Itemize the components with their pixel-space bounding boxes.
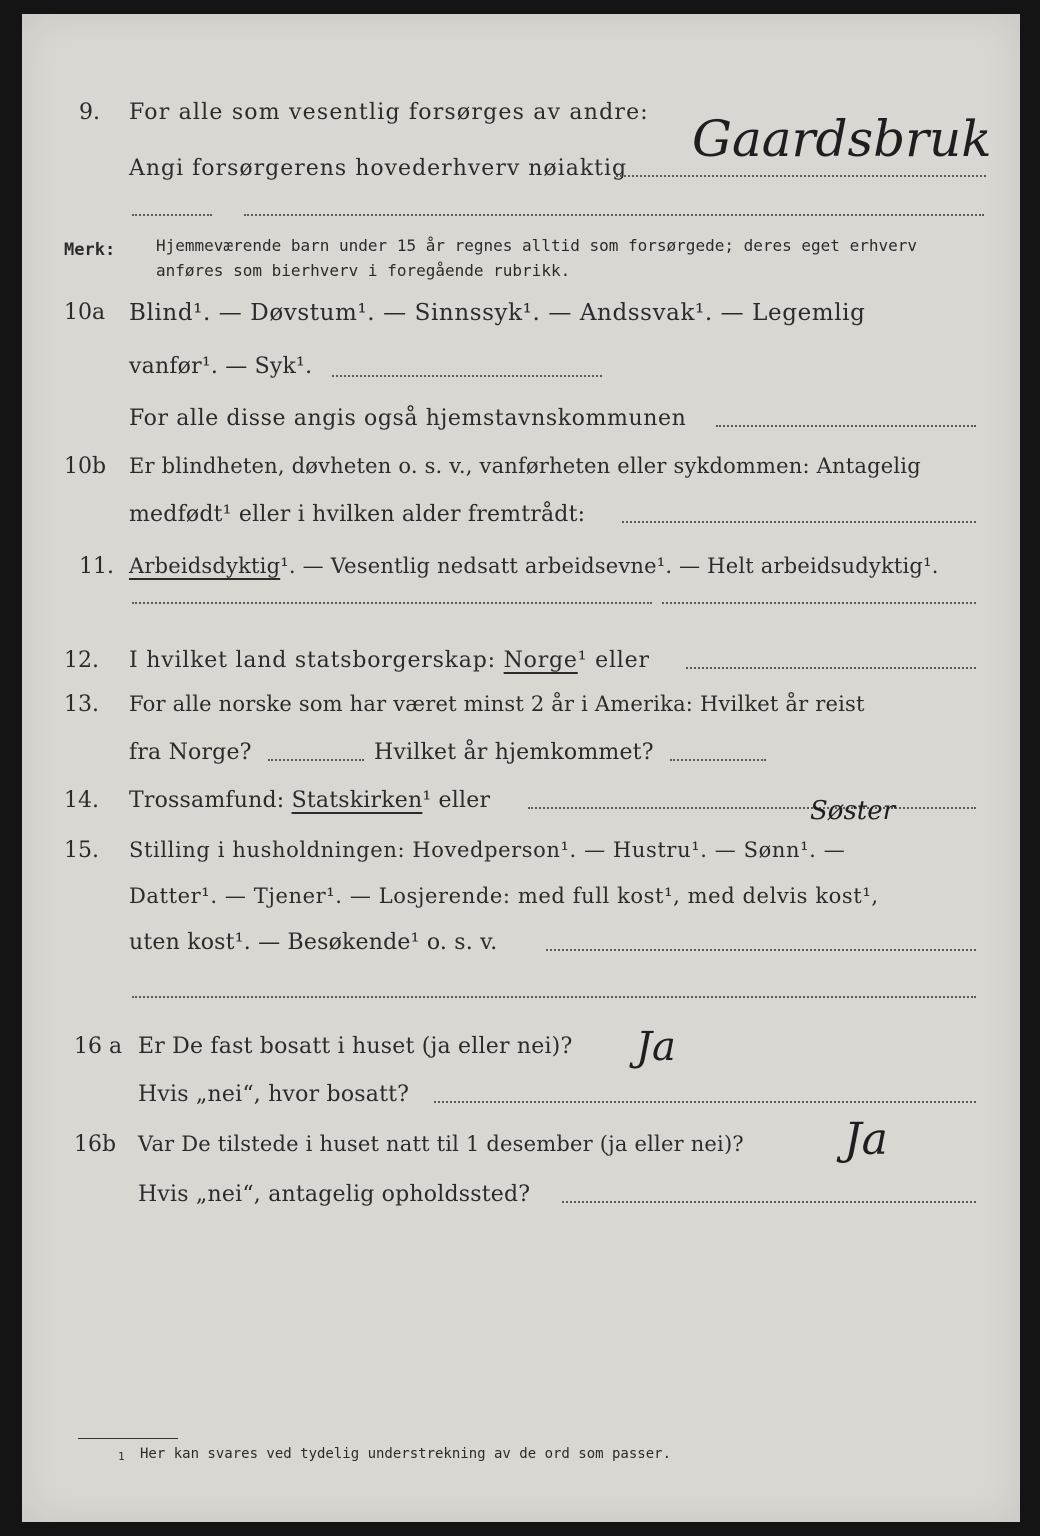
q9-extra-line-b [244, 214, 984, 216]
footnote-text: Her kan svares ved tydelig understrekning av de ord som passer. [140, 1446, 672, 1462]
q10a-line1: Blind¹. — Døvstum¹. — Sinnssyk¹. — Andssvak¹. — Legemlig [129, 300, 866, 326]
q9-handwritten-answer: Gaardsbruk [692, 110, 992, 168]
q13-line2b: Hvilket år hjemkommet? [374, 740, 654, 765]
merk-label: Merk: [64, 240, 116, 260]
q11-rest: ¹. — Vesentlig nedsatt arbeidsevne¹. — Helt arbeidsudyktig¹. [280, 554, 939, 578]
q12-other-line [686, 667, 976, 669]
q11-text [129, 554, 939, 578]
q9-number: 9. [79, 100, 100, 125]
q9-line2: Angi forsørgerens hovederhverv nøiaktig [129, 156, 628, 181]
q13-line2a: fra Norge? [129, 740, 252, 765]
q14-number: 14. [64, 788, 99, 813]
footnote-rule [78, 1438, 178, 1439]
q11-number: 11. [79, 554, 114, 579]
q15-extra-line [132, 996, 976, 998]
q12-suffix: ¹ eller [577, 648, 650, 673]
q13-return-line [670, 759, 766, 761]
q11-extra-line-b [662, 602, 976, 604]
q15-number: 15. [64, 838, 99, 863]
q16b-handwritten-answer: Ja [844, 1114, 888, 1165]
q14-text [129, 788, 490, 813]
q13-departure-line [268, 759, 364, 761]
q13-line1: For alle norske som har været minst 2 år i Amerika: Hvilket år reist [129, 692, 865, 716]
q14-prefix: Trossamfund: [129, 788, 285, 813]
q16b-line2: Hvis „nei“, antagelig opholdssted? [138, 1182, 531, 1207]
q10a-number: 10a [64, 300, 106, 325]
q16a-number: 16 a [74, 1034, 123, 1059]
q9-answer-line [616, 175, 986, 177]
q14-other-line [528, 807, 976, 809]
q15-handwritten-annotation: Søster [810, 796, 896, 826]
q10a-line2: vanfør¹. — Syk¹. [129, 354, 313, 379]
q10b-line2: medfødt¹ eller i hvilken alder fremtrådt: [129, 502, 586, 527]
q16a-handwritten-answer: Ja [636, 1024, 676, 1070]
q13-number: 13. [64, 692, 99, 717]
q11-underlined-choice: Arbeidsdyktig [129, 554, 281, 578]
q16b-line1: Var De tilstede i huset natt til 1 desember (ja eller nei)? [138, 1132, 744, 1156]
q10a-home-line [716, 425, 976, 427]
q10a-line3: For alle disse angis også hjemstavnskommunen [129, 406, 687, 431]
q9-extra-line-a [132, 214, 212, 216]
q16b-whereabouts-line [562, 1201, 976, 1203]
q10a-sick-line [332, 375, 602, 377]
q10b-line1: Er blindheten, døvheten o. s. v., vanførheten eller sykdommen: Antagelig [129, 454, 921, 478]
q9-line1: For alle som vesentlig forsørges av andre: [129, 100, 649, 125]
q16b-number: 16b [74, 1132, 117, 1157]
census-form-page [22, 14, 1020, 1522]
footnote-mark: 1 [118, 1450, 125, 1463]
q15-line1: Stilling i husholdningen: Hovedperson¹. — Hustru¹. — Sønn¹. — [129, 838, 846, 862]
merk-line2: anføres som bierhverv i foregående rubrikk. [156, 261, 571, 280]
q15-line2: Datter¹. — Tjener¹. — Losjerende: med full kost¹, med delvis kost¹, [129, 884, 879, 908]
merk-line1: Hjemmeværende barn under 15 år regnes alltid som forsørgede; deres eget erhverv [156, 236, 917, 255]
q10b-number: 10b [64, 454, 107, 479]
q15-line3: uten kost¹. — Besøkende¹ o. s. v. [129, 930, 498, 955]
q12-underlined-choice: Norge [503, 648, 578, 673]
q12-number: 12. [64, 648, 99, 673]
q12-text [129, 648, 650, 673]
q16a-line1: Er De fast bosatt i huset (ja eller nei)? [138, 1034, 573, 1059]
q14-underlined-choice: Statskirken [291, 788, 423, 813]
q12-prefix: I hvilket land statsborgerskap: [129, 648, 496, 673]
q15-other-line [546, 949, 976, 951]
q16a-residence-line [434, 1101, 976, 1103]
q11-extra-line-a [132, 602, 652, 604]
q16a-line2: Hvis „nei“, hvor bosatt? [138, 1082, 410, 1107]
q14-suffix: ¹ eller [422, 788, 491, 813]
q10b-age-line [622, 521, 976, 523]
